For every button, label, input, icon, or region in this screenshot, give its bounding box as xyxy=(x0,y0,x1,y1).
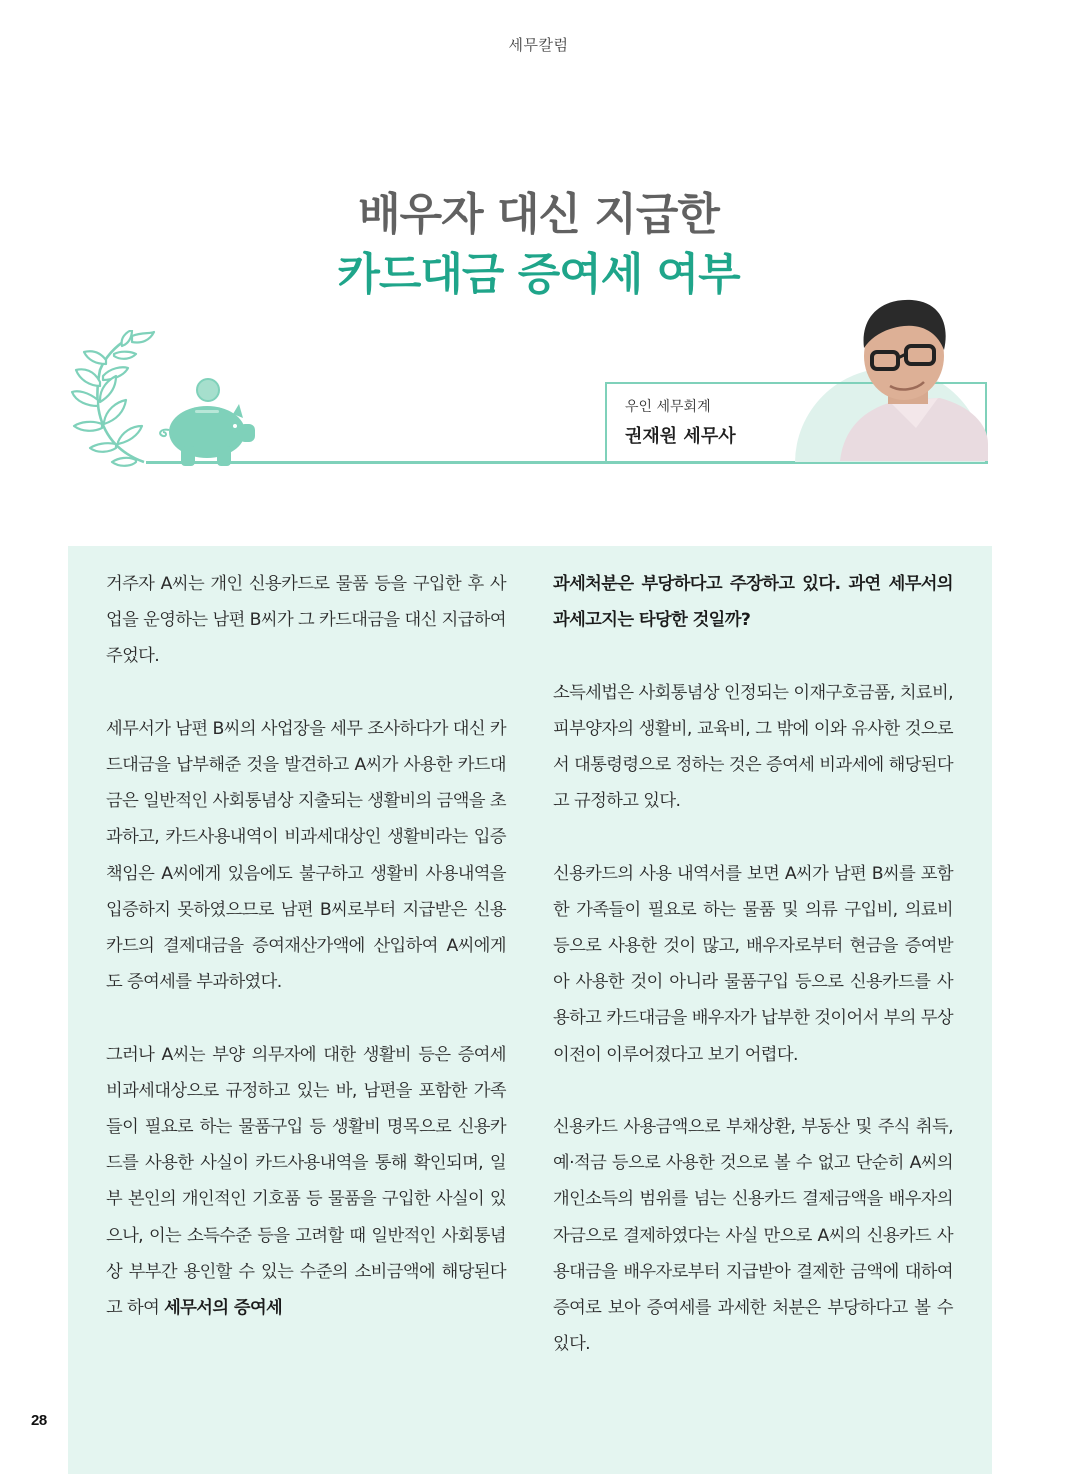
paragraph: 거주자 A씨는 개인 신용카드로 물품 등을 구입한 후 사업을 운영하는 남편 B씨가 그 카드대금을 대신 지급하여 주었다. xyxy=(106,574,506,667)
paragraph xyxy=(553,566,953,638)
page-number: 28 xyxy=(31,1412,47,1429)
article-title-line1: 배우자 대신 지급한 xyxy=(358,189,719,240)
coin-icon xyxy=(197,379,219,401)
section-label: 세무칼럼 xyxy=(508,36,569,54)
paragraph: 신용카드 사용금액으로 부채상환, 부동산 및 주식 취득, 예·적금 등으로 사용한 것으로 볼 수 없고 단순히 A씨의 개인소득의 범위를 넘는 신용카드 결제금액을 배우자의 자금으로 결제하였다는 사실 만으로 A씨의 신용카드 사용대금을 배우자로부터 지급받아 결제한 금액에 대하여 증여로 보아 증여세를 과세한 처분은 부당하다고 볼 수 있다. xyxy=(553,1117,953,1355)
article-column-right xyxy=(553,566,953,1362)
author-organization: 우인 세무회계 xyxy=(625,399,711,415)
paragraph: 소득세법은 사회통념상 인정되는 이재구호금품, 치료비, 피부양자의 생활비, 교육비, 그 밖에 이와 유사한 것으로서 대통령령으로 정하는 것은 증여세 비과세에 해당된다고 규정하고 있다. xyxy=(553,682,953,812)
author-portrait xyxy=(820,294,988,461)
laurel-branch-icon xyxy=(70,330,160,470)
article-title-line2: 카드대금 증여세 여부 xyxy=(337,249,740,300)
paragraph: 세무서가 남편 B씨의 사업장을 세무 조사하다가 대신 카드대금을 납부해준 것을 발견하고 A씨가 사용한 카드대금은 일반적인 사회통념상 지출되는 생활비의 금액을 초과하고, 카드사용내역이 비과세대상인 생활비라는 입증책임은 A씨에게 있음에도 불구하고 생활비 사용내역을 입증하지 못하였으므로 남편 B씨로부터 지급받은 신용카드의 결제대금을 증여재산가액에 산입하여 A씨에게도 증여세를 부과하였다. xyxy=(106,718,506,993)
author-name: 권재원 세무사 xyxy=(625,426,736,447)
article-column-left xyxy=(106,566,506,1326)
paragraph: 신용카드의 사용 내역서를 보면 A씨가 남편 B씨를 포함한 가족들이 필요로 하는 물품 및 의류 구입비, 의료비 등으로 사용한 것이 많고, 배우자로부터 현금을 증여받아 사용한 것이 아니라 물품구입 등으로 신용카드를 사용하고 카드대금을 배우자가 납부한 것이어서 부의 무상이전이 이루어졌다고 보기 어렵다. xyxy=(553,863,953,1065)
bold-emphasis: 세무서의 증여세 xyxy=(164,1298,283,1319)
bold-emphasis: 과세처분은 부당하다고 주장하고 있다. 과연 세무서의 과세고지는 타당한 것일까? xyxy=(553,574,953,631)
paragraph: 그러나 A씨는 부양 의무자에 대한 생활비 등은 증여세 비과세대상으로 규정하고 있는 바, 남편을 포함한 가족들이 필요로 하는 물품구입 등 생활비 명목으로 신용카드를 사용한 사실이 카드사용내역을 통해 확인되며, 일부 본인의 개인적인 기호품 등 물품을 구입한 사실이 있으나, 이는 소득수준 등을 고려할 때 일반적인 사회통념상 부부간 용인할 수 있는 수준의 소비금액에 해당된다고 하여 세무서의 증여세 xyxy=(106,1044,506,1319)
piggy-bank-icon xyxy=(155,378,265,466)
